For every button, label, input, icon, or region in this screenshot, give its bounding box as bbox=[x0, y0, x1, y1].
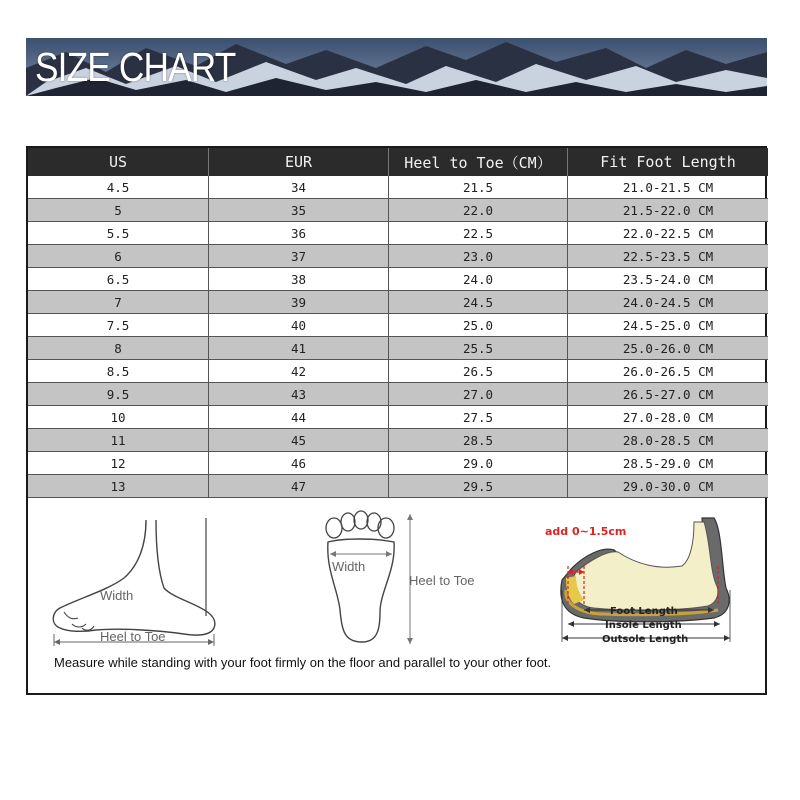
foot-length-label: Foot Length bbox=[610, 606, 678, 617]
cell-eur: 34 bbox=[209, 176, 389, 199]
cell-heel-to-toe: 29.0 bbox=[389, 452, 568, 475]
cell-us: 7 bbox=[28, 291, 209, 314]
cell-us: 8.5 bbox=[28, 360, 209, 383]
cell-fit-foot-length: 22.5-23.5 CM bbox=[568, 245, 769, 268]
side-width-label: Width bbox=[100, 588, 134, 603]
cell-fit-foot-length: 24.5-25.0 CM bbox=[568, 314, 769, 337]
cell-fit-foot-length: 21.5-22.0 CM bbox=[568, 199, 769, 222]
side-heel-to-toe-label: Heel to Toe bbox=[100, 629, 166, 644]
table-row bbox=[28, 245, 768, 268]
column-header-us: US bbox=[28, 148, 209, 176]
cell-us: 10 bbox=[28, 406, 209, 429]
cell-us: 6.5 bbox=[28, 268, 209, 291]
cell-fit-foot-length: 28.0-28.5 CM bbox=[568, 429, 769, 452]
table-row bbox=[28, 268, 768, 291]
cell-fit-foot-length: 24.0-24.5 CM bbox=[568, 291, 769, 314]
insole-length-label: Insole Length bbox=[605, 620, 682, 631]
cell-eur: 41 bbox=[209, 337, 389, 360]
cell-eur: 45 bbox=[209, 429, 389, 452]
cell-fit-foot-length: 22.0-22.5 CM bbox=[568, 222, 769, 245]
cell-us: 11 bbox=[28, 429, 209, 452]
table-row bbox=[28, 452, 768, 475]
size-chart-panel bbox=[26, 146, 767, 695]
cell-eur: 35 bbox=[209, 199, 389, 222]
cell-us: 5.5 bbox=[28, 222, 209, 245]
cell-fit-foot-length: 26.5-27.0 CM bbox=[568, 383, 769, 406]
cell-heel-to-toe: 26.5 bbox=[389, 360, 568, 383]
table-header-row bbox=[28, 148, 768, 176]
add-margin-label: add 0~1.5cm bbox=[545, 525, 627, 538]
cell-us: 6 bbox=[28, 245, 209, 268]
cell-eur: 42 bbox=[209, 360, 389, 383]
size-chart-banner bbox=[26, 38, 767, 96]
table-body bbox=[28, 176, 768, 498]
cell-heel-to-toe: 23.0 bbox=[389, 245, 568, 268]
table-row bbox=[28, 383, 768, 406]
cell-us: 13 bbox=[28, 475, 209, 498]
cell-us: 12 bbox=[28, 452, 209, 475]
cell-fit-foot-length: 25.0-26.0 CM bbox=[568, 337, 769, 360]
table-row bbox=[28, 176, 768, 199]
measurement-note: Measure while standing with your foot firmly on the floor and parallel to your other foot. bbox=[54, 655, 552, 670]
table-row bbox=[28, 406, 768, 429]
cell-heel-to-toe: 29.5 bbox=[389, 475, 568, 498]
cell-eur: 40 bbox=[209, 314, 389, 337]
cell-heel-to-toe: 28.5 bbox=[389, 429, 568, 452]
column-header-eur: EUR bbox=[209, 148, 389, 176]
table-row bbox=[28, 314, 768, 337]
table-row bbox=[28, 475, 768, 498]
cell-fit-foot-length: 21.0-21.5 CM bbox=[568, 176, 769, 199]
cell-eur: 46 bbox=[209, 452, 389, 475]
cell-fit-foot-length: 29.0-30.0 CM bbox=[568, 475, 769, 498]
cell-heel-to-toe: 27.5 bbox=[389, 406, 568, 429]
side-foot-icon bbox=[46, 516, 221, 646]
cell-fit-foot-length: 27.0-28.0 CM bbox=[568, 406, 769, 429]
cell-fit-foot-length: 28.5-29.0 CM bbox=[568, 452, 769, 475]
outsole-length-label: Outsole Length bbox=[602, 634, 689, 645]
cell-eur: 37 bbox=[209, 245, 389, 268]
measurement-illustration bbox=[28, 498, 765, 693]
table-row bbox=[28, 199, 768, 222]
cell-eur: 44 bbox=[209, 406, 389, 429]
sole-heel-to-toe-label: Heel to Toe bbox=[409, 573, 475, 588]
cell-fit-foot-length: 26.0-26.5 CM bbox=[568, 360, 769, 383]
cell-eur: 47 bbox=[209, 475, 389, 498]
cell-eur: 36 bbox=[209, 222, 389, 245]
cell-heel-to-toe: 22.0 bbox=[389, 199, 568, 222]
column-header-fit-foot-length: Fit Foot Length bbox=[568, 148, 769, 176]
cell-eur: 39 bbox=[209, 291, 389, 314]
cell-us: 5 bbox=[28, 199, 209, 222]
size-table bbox=[28, 148, 768, 498]
table-row bbox=[28, 360, 768, 383]
cell-fit-foot-length: 23.5-24.0 CM bbox=[568, 268, 769, 291]
column-header-heel-to-toe: Heel to Toe（CM） bbox=[389, 148, 568, 176]
cell-heel-to-toe: 27.0 bbox=[389, 383, 568, 406]
cell-heel-to-toe: 21.5 bbox=[389, 176, 568, 199]
cell-heel-to-toe: 25.0 bbox=[389, 314, 568, 337]
table-row bbox=[28, 337, 768, 360]
table-row bbox=[28, 291, 768, 314]
cell-us: 9.5 bbox=[28, 383, 209, 406]
cell-heel-to-toe: 25.5 bbox=[389, 337, 568, 360]
cell-us: 7.5 bbox=[28, 314, 209, 337]
foot-sole-icon bbox=[314, 510, 414, 650]
cell-heel-to-toe: 24.5 bbox=[389, 291, 568, 314]
sole-width-label: Width bbox=[332, 559, 366, 574]
cell-heel-to-toe: 22.5 bbox=[389, 222, 568, 245]
table-row bbox=[28, 429, 768, 452]
cell-us: 8 bbox=[28, 337, 209, 360]
table-row bbox=[28, 222, 768, 245]
cell-heel-to-toe: 24.0 bbox=[389, 268, 568, 291]
page-title: SIZE CHART bbox=[35, 44, 236, 90]
cell-us: 4.5 bbox=[28, 176, 209, 199]
cell-eur: 38 bbox=[209, 268, 389, 291]
cell-eur: 43 bbox=[209, 383, 389, 406]
